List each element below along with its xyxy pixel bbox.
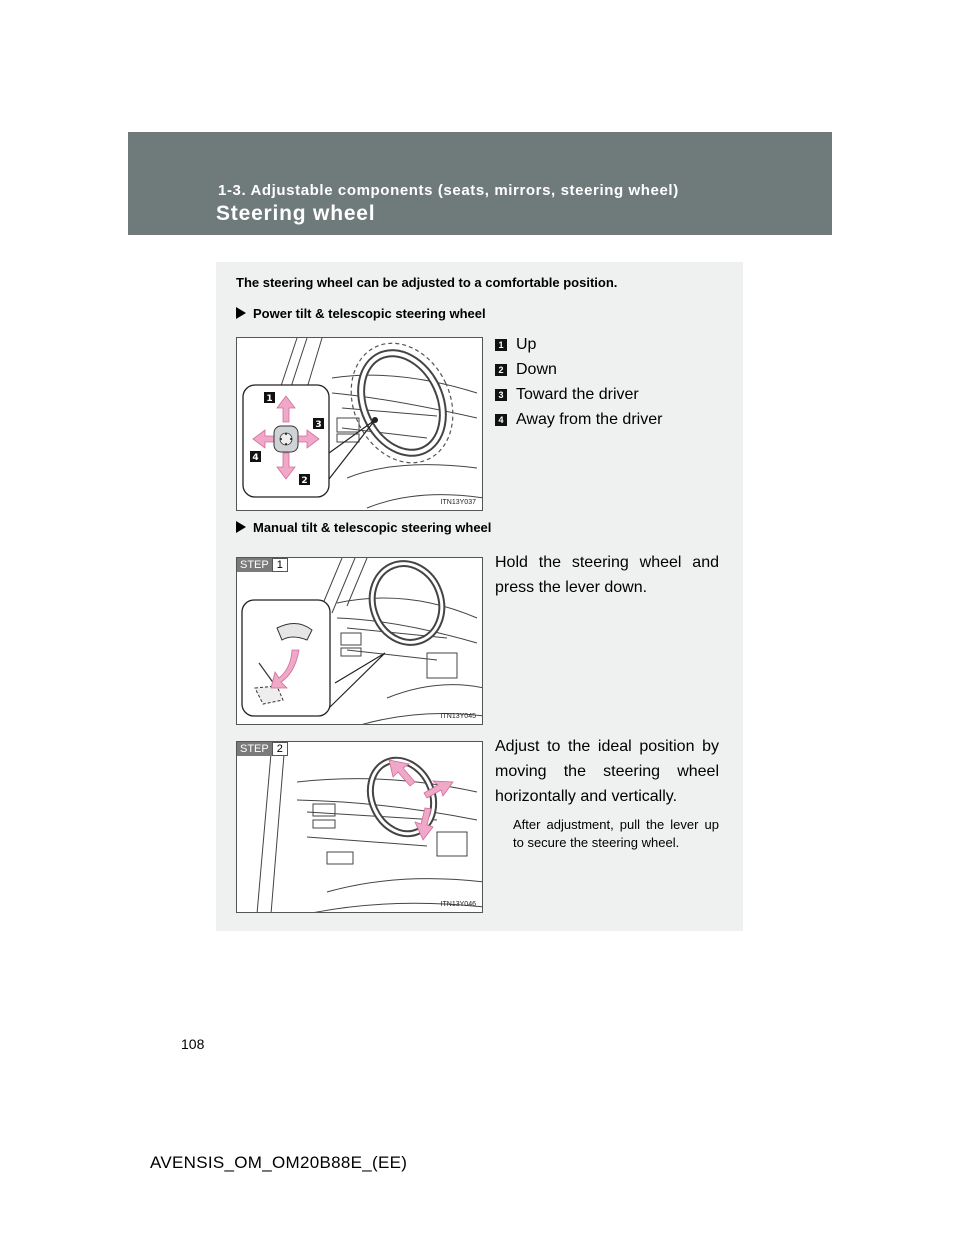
legend-label: Away from the driver (516, 411, 663, 428)
legend-item-down (495, 359, 557, 381)
intro-text: The steering wheel can be adjusted to a comfortable position. (236, 275, 618, 290)
power-steering-illustration (236, 337, 483, 511)
step-badge (237, 742, 288, 756)
step1-text: Hold the steering wheel and press the lever down. (495, 554, 719, 596)
page-title: Steering wheel (216, 202, 376, 225)
step-badge (237, 558, 288, 572)
triangle-bullet-icon (236, 521, 246, 533)
step-word: STEP (237, 742, 272, 756)
manual-heading-label: Manual tilt & telescopic steering wheel (253, 520, 492, 535)
fig-label-3: 3 (315, 420, 322, 430)
figure-code: ITN13Y045 (440, 713, 476, 720)
triangle-bullet-icon (236, 307, 246, 319)
section-title: 1-3. Adjustable components (seats, mirrors, steering wheel) (218, 182, 679, 199)
step2-note: After adjustment, pull the lever up to secure the steering wheel. (513, 817, 719, 850)
power-heading-label: Power tilt & telescopic steering wheel (253, 306, 486, 321)
legend-label: Toward the driver (516, 386, 639, 403)
legend-label: Up (516, 336, 537, 353)
figure-code: ITN13Y037 (440, 499, 476, 506)
legend-number: 1 (495, 339, 507, 351)
legend-item-away-from-driver (495, 409, 662, 431)
fig-label-1: 1 (266, 394, 273, 404)
step1-illustration (236, 557, 483, 725)
legend-number: 3 (495, 389, 507, 401)
document-footer: AVENSIS_OM_OM20B88E_(EE) (150, 1153, 408, 1172)
step-word: STEP (237, 558, 272, 572)
power-heading (236, 306, 486, 321)
step2-illustration (236, 741, 483, 913)
legend-item-toward-driver (495, 384, 639, 406)
step-number: 1 (272, 558, 288, 572)
legend-label: Down (516, 361, 557, 378)
legend-item-up (495, 334, 536, 356)
fig-label-2: 2 (301, 476, 308, 486)
legend-number: 2 (495, 364, 507, 376)
legend-number: 4 (495, 414, 507, 426)
page-number: 108 (181, 1036, 205, 1052)
fig-label-4: 4 (252, 453, 259, 463)
chapter-header (128, 132, 832, 235)
step2-text: Adjust to the ideal position by moving the steering wheel horizontally and vertically. (495, 738, 719, 805)
step-number: 2 (272, 742, 288, 756)
manual-heading (236, 520, 491, 535)
figure-code: ITN13Y046 (440, 901, 476, 908)
